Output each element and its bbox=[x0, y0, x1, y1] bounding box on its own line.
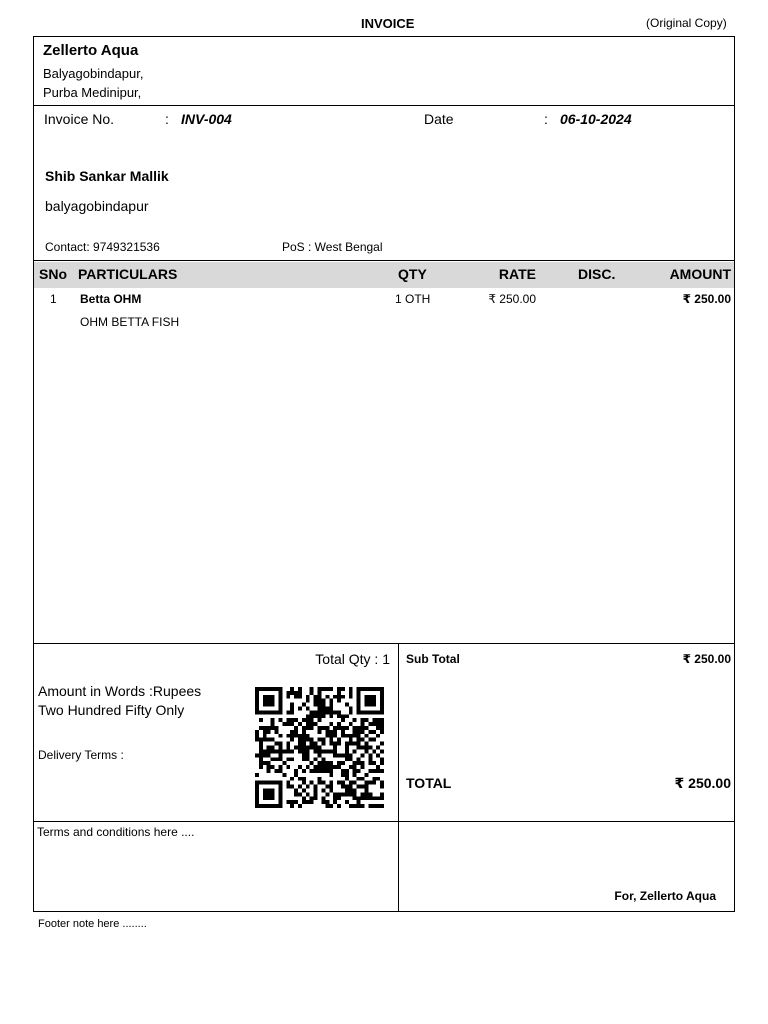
divider-terms bbox=[34, 821, 734, 822]
col-amount: AMOUNT bbox=[669, 266, 731, 282]
col-qty: QTY bbox=[398, 266, 427, 282]
qr-code-icon bbox=[255, 687, 384, 808]
invoice-number-label: Invoice No. bbox=[44, 111, 115, 127]
signatory: For, Zellerto Aqua bbox=[614, 889, 716, 903]
invoice-number: INV-004 bbox=[181, 111, 232, 127]
total-label: TOTAL bbox=[406, 775, 452, 791]
total-value: ₹ 250.00 bbox=[674, 775, 731, 791]
col-rate: RATE bbox=[498, 266, 536, 282]
total-qty: Total Qty : 1 bbox=[315, 651, 390, 667]
customer-name: Shib Sankar Mallik bbox=[45, 168, 169, 184]
col-disc: DISC. bbox=[578, 266, 616, 282]
row-item: Betta OHM bbox=[80, 292, 142, 306]
col-particulars: PARTICULARS bbox=[78, 266, 178, 282]
row-description: OHM BETTA FISH bbox=[80, 315, 180, 329]
subtotal-value: ₹ 250.00 bbox=[682, 652, 731, 666]
row-sno: 1 bbox=[50, 292, 57, 306]
place-of-supply: PoS : West Bengal bbox=[282, 240, 383, 254]
terms-conditions: Terms and conditions here .... bbox=[37, 825, 195, 839]
date-sep: : bbox=[544, 111, 548, 127]
divider-vertical bbox=[398, 644, 399, 912]
seller-address-line1: Balyagobindapur, bbox=[43, 66, 144, 81]
subtotal-label: Sub Total bbox=[406, 652, 460, 666]
divider-table-head bbox=[34, 260, 734, 261]
date-label: Date bbox=[424, 111, 454, 127]
copy-label: (Original Copy) bbox=[646, 16, 727, 30]
invoice-date: 06-10-2024 bbox=[560, 111, 632, 127]
seller-address-line2: Purba Medinipur, bbox=[43, 85, 142, 100]
row-amount: ₹ 250.00 bbox=[682, 292, 731, 306]
delivery-terms: Delivery Terms : bbox=[38, 748, 124, 762]
divider-summary bbox=[34, 643, 734, 644]
amount-in-words: Amount in Words :Rupees Two Hundred Fifty Only bbox=[38, 683, 202, 718]
divider-seller bbox=[34, 105, 734, 106]
invoice-number-sep: : bbox=[165, 111, 169, 127]
invoice-title: INVOICE bbox=[361, 16, 415, 31]
customer-contact: Contact: 9749321536 bbox=[45, 240, 160, 254]
seller-name: Zellerto Aqua bbox=[43, 42, 139, 59]
row-rate: ₹ 250.00 bbox=[488, 292, 536, 306]
footer-note: Footer note here ........ bbox=[38, 918, 147, 930]
col-sno: SNo bbox=[39, 266, 67, 282]
customer-address: balyagobindapur bbox=[45, 198, 149, 214]
row-qty: 1 OTH bbox=[395, 292, 431, 306]
